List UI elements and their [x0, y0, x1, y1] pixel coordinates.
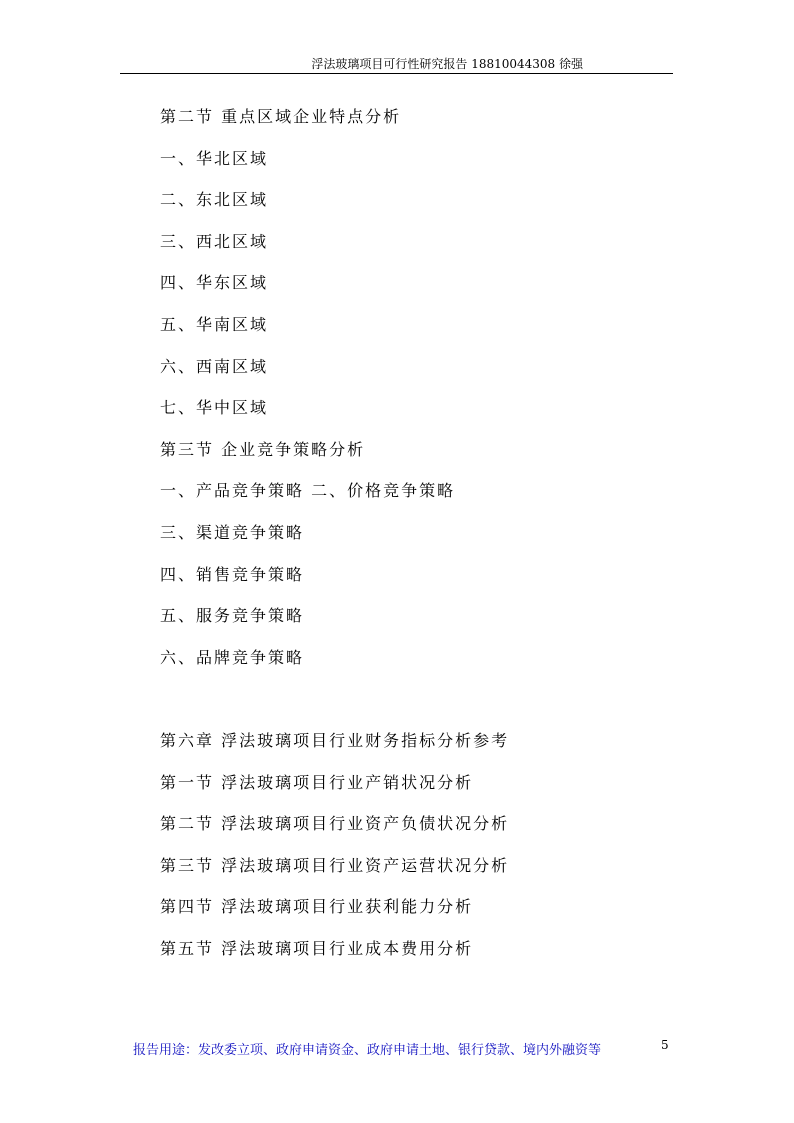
toc-line: 四、销售竞争策略 — [160, 565, 305, 584]
toc-line: 二、东北区域 — [160, 190, 269, 209]
toc-line: 七、华中区域 — [160, 398, 269, 417]
page-header: 浮法玻璃项目可行性研究报告 18810044308 徐强 — [311, 57, 583, 71]
toc-line: 一、华北区域 — [160, 149, 269, 168]
toc-line: 六、品牌竞争策略 — [160, 648, 305, 667]
toc-line: 第六章 浮法玻璃项目行业财务指标分析参考 — [160, 731, 510, 750]
toc-line: 第一节 浮法玻璃项目行业产销状况分析 — [160, 773, 474, 792]
toc-line: 六、西南区域 — [160, 357, 269, 376]
toc-line: 四、华东区域 — [160, 273, 269, 292]
header-divider — [120, 73, 673, 74]
toc-line: 一、产品竞争策略 二、价格竞争策略 — [160, 481, 456, 500]
toc-line: 五、华南区域 — [160, 315, 269, 334]
toc-line: 三、渠道竞争策略 — [160, 523, 305, 542]
page-number: 5 — [661, 1038, 669, 1052]
toc-line: 第三节 浮法玻璃项目行业资产运营状况分析 — [160, 856, 510, 875]
toc-line: 第五节 浮法玻璃项目行业成本费用分析 — [160, 939, 474, 958]
toc-line: 第三节 企业竞争策略分析 — [160, 440, 366, 459]
report-purpose-footer: 报告用途：发改委立项、政府申请资金、政府申请土地、银行贷款、境内外融资等 — [133, 1043, 602, 1058]
toc-line: 五、服务竞争策略 — [160, 606, 305, 625]
toc-line: 第二节 浮法玻璃项目行业资产负债状况分析 — [160, 814, 510, 833]
toc-line: 三、西北区域 — [160, 232, 269, 251]
toc-line: 第四节 浮法玻璃项目行业获利能力分析 — [160, 897, 474, 916]
toc-line: 第二节 重点区域企业特点分析 — [160, 107, 402, 126]
